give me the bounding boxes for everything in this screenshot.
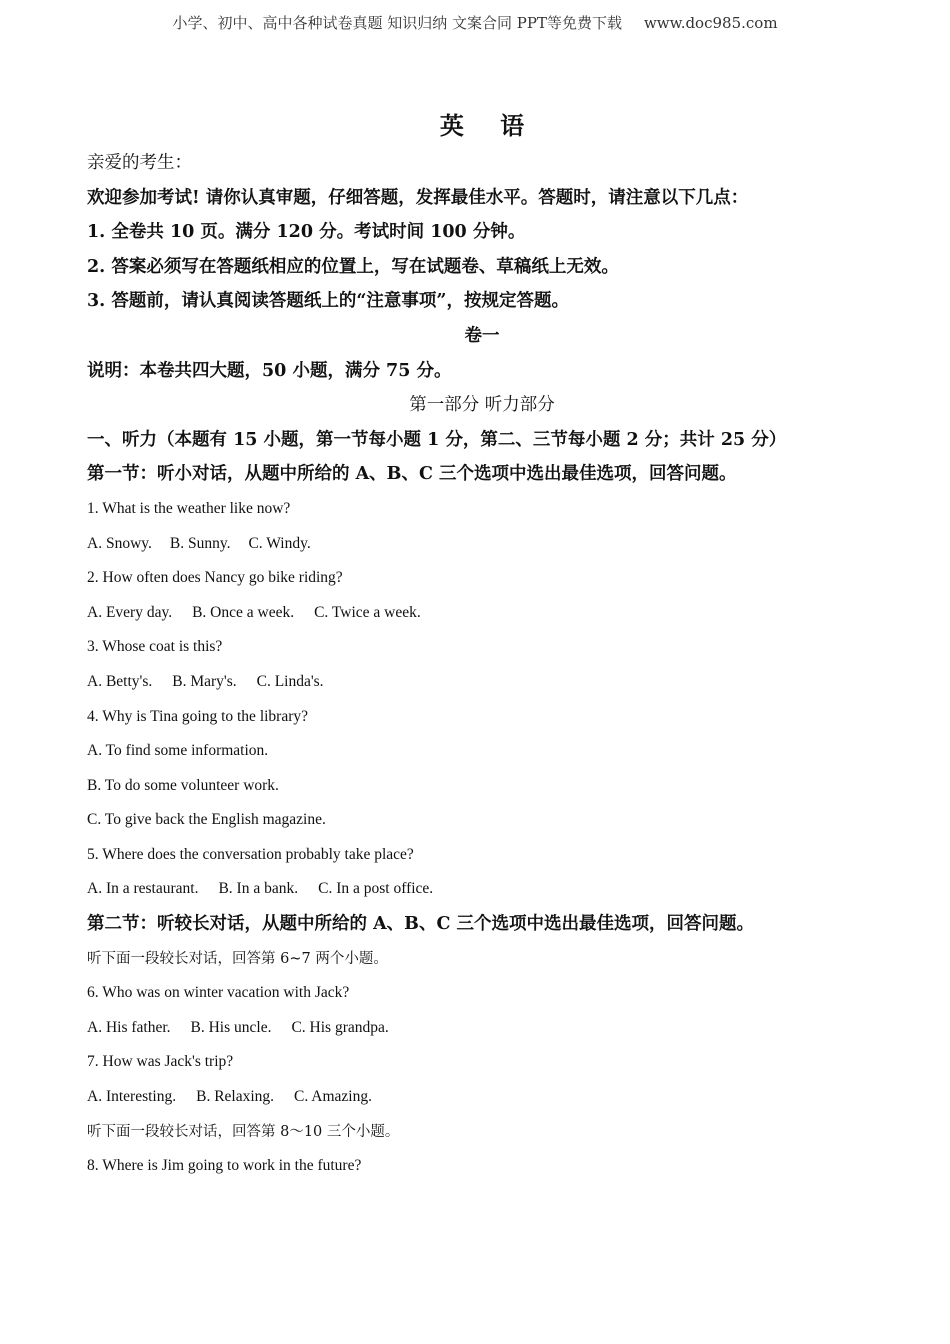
- part1-title: 第一部分 听力部分: [409, 395, 555, 416]
- q6-option-b: B. His uncle.: [190, 1018, 272, 1036]
- question-4-stem: 4. Why is Tina going to the library?: [87, 707, 309, 725]
- q7-option-c: C. Amazing.: [294, 1088, 372, 1106]
- volume-note: 说明：本卷共四大题，50 小题，满分 75 分。: [87, 360, 452, 381]
- page-title: 英 语: [439, 111, 539, 140]
- q5-option-a: A. In a restaurant.: [87, 880, 199, 898]
- q6-option-c: C. His grandpa.: [291, 1018, 389, 1036]
- question-3-options: [87, 665, 877, 700]
- document-body: [87, 106, 877, 1184]
- section2-heading: 第二节：听较长对话，从题中所给的 A、B、C 三个选项中选出最佳选项，回答问题。: [87, 914, 754, 935]
- q4-option-a: A. To find some information.: [87, 742, 269, 760]
- question-6-stem: 6. Who was on winter vacation with Jack?: [87, 984, 350, 1002]
- rule-3: 3. 答题前，请认真阅读答题纸上的“注意事项”，按规定答题。: [87, 291, 569, 312]
- question-6-options: [87, 1011, 877, 1046]
- question-5-stem: 5. Where does the conversation probably take place?: [87, 845, 414, 863]
- question-5-options: [87, 872, 877, 907]
- q2-option-a: A. Every day.: [87, 603, 173, 621]
- q3-option-a: A. Betty's.: [87, 672, 153, 690]
- q1-option-a: A. Snowy.: [87, 534, 152, 552]
- question-2-stem: 2. How often does Nancy go bike riding?: [87, 569, 343, 587]
- header-text: 小学、初中、高中各种试卷真题 知识归纳 文案合同 PPT等免费下载: [172, 14, 622, 32]
- q4-option-c: C. To give back the English magazine.: [87, 811, 326, 829]
- greeting: 亲爱的考生：: [87, 153, 192, 173]
- question-8-stem: 8. Where is Jim going to work in the future?: [87, 1157, 362, 1175]
- q3-option-b: B. Mary's.: [172, 672, 237, 690]
- question-3-stem: 3. Whose coat is this?: [87, 638, 223, 656]
- welcome-text: 欢迎参加考试! 请你认真审题，仔细答题，发挥最佳水平。答题时，请注意以下几点：: [87, 187, 749, 208]
- section1-heading: 第一节：听小对话，从题中所给的 A、B、C 三个选项中选出最佳选项，回答问题。: [87, 464, 737, 485]
- q1-option-b: B. Sunny.: [169, 534, 231, 552]
- q7-option-b: B. Relaxing.: [196, 1088, 275, 1106]
- q5-option-b: B. In a bank.: [218, 880, 299, 898]
- q6-option-a: A. His father.: [87, 1018, 171, 1036]
- rule-1: 1. 全卷共 10 页。满分 120 分。考试时间 100 分钟。: [87, 222, 526, 243]
- instruction-8-10: 听下面一段较长对话，回答第 8～10 三个小题。: [87, 1123, 400, 1140]
- volume-title: 卷一: [464, 325, 500, 346]
- question-7-stem: 7. How was Jack's trip?: [87, 1053, 234, 1071]
- question-1-stem: 1. What is the weather like now?: [87, 499, 291, 517]
- q4-option-b: B. To do some volunteer work.: [87, 776, 279, 794]
- question-1-options: [87, 527, 877, 562]
- rule-2: 2. 答案必须写在答题纸相应的位置上，写在试题卷、草稿纸上无效。: [87, 256, 619, 277]
- instruction-6-7: 听下面一段较长对话，回答第 6~7 两个小题。: [87, 950, 388, 967]
- question-2-options: [87, 596, 877, 631]
- listening-heading: 一、听力（本题有 15 小题，第一节每小题 1 分，第二、三节每小题 2 分；共计 25 分）: [87, 429, 787, 450]
- q2-option-b: B. Once a week.: [192, 603, 295, 621]
- q5-option-c: C. In a post office.: [318, 880, 434, 898]
- q7-option-a: A. Interesting.: [87, 1088, 177, 1106]
- page-header: [0, 12, 950, 33]
- question-7-options: [87, 1080, 877, 1115]
- header-site-link[interactable]: www.doc985.com: [643, 14, 778, 32]
- q3-option-c: C. Linda's.: [256, 672, 324, 690]
- q1-option-c: C. Windy.: [248, 534, 311, 552]
- q2-option-c: C. Twice a week.: [314, 603, 421, 621]
